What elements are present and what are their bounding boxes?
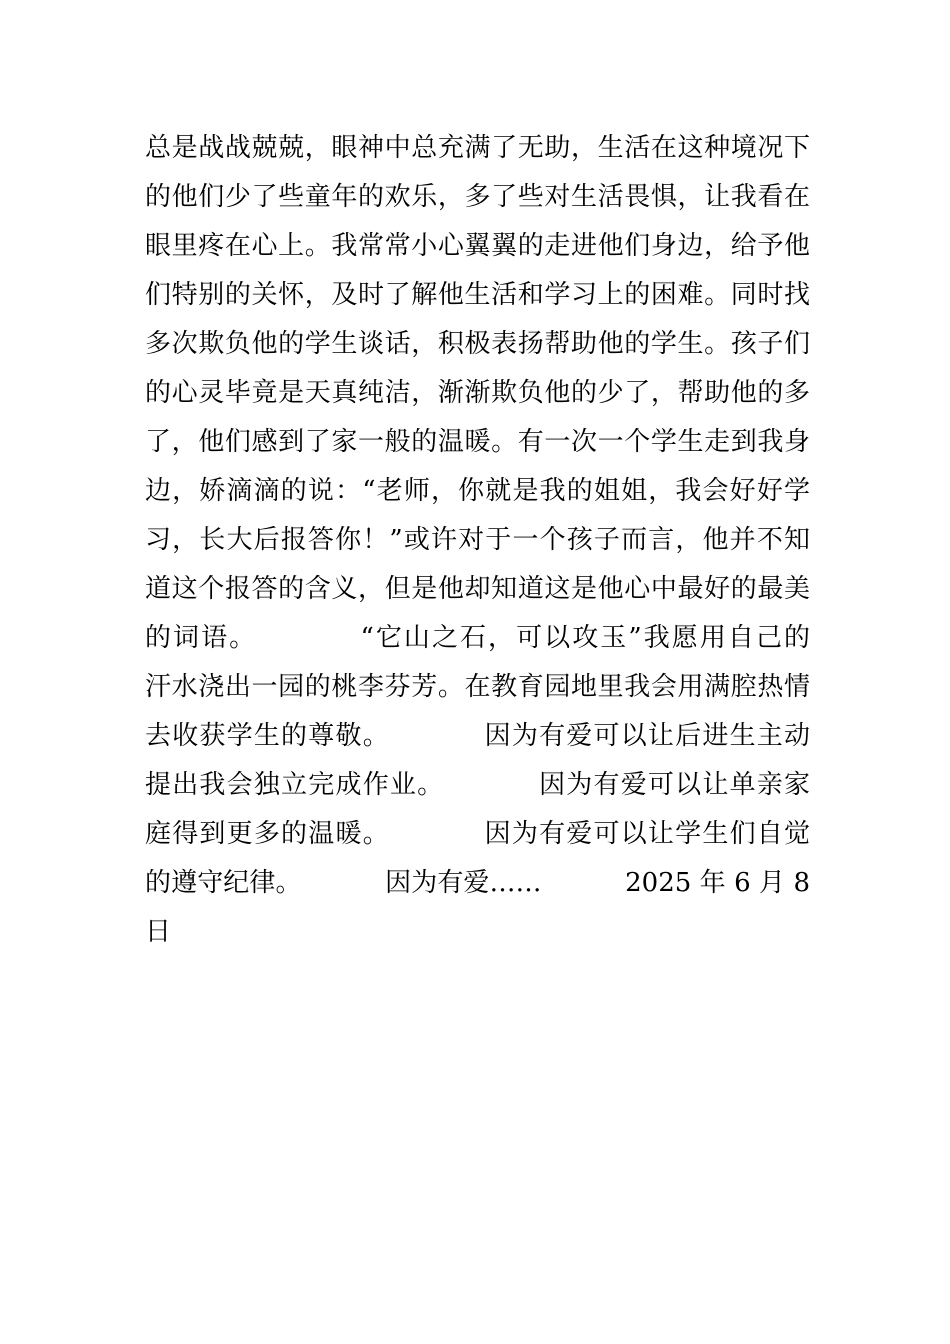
text-line: 汗水浇出一园的桃李芬芳。在教育园地里我会用满腔热情	[145, 672, 810, 702]
text-line: 的心灵毕竟是天真纯洁，渐渐欺负他的少了，帮助他的多	[145, 378, 810, 408]
text-line: 提出我会独立完成作业。 因为有爱可以让单亲家	[145, 770, 810, 800]
text-line: 了，他们感到了家一般的温暖。有一次一个学生走到我身	[145, 427, 810, 457]
text-line: 眼里疼在心上。我常常小心翼翼的走进他们身边，给予他	[145, 231, 810, 261]
text-line: 庭得到更多的温暖。 因为有爱可以让学生们自觉	[145, 819, 810, 849]
text-line: 的词语。 “它山之石，可以攻玉”我愿用自己的	[145, 623, 810, 653]
text-line: 习，长大后报答你！”或许对于一个孩子而言，他并不知	[145, 525, 810, 555]
text-line: 的遵守纪律。 因为有爱…… 2025 年 6 月 8	[145, 868, 810, 898]
text-line: 道这个报答的含义，但是他却知道这是他心中最好的最美	[145, 574, 810, 604]
body-text	[145, 124, 810, 957]
text-line: 去收获学生的尊敬。 因为有爱可以让后进生主动	[145, 721, 810, 751]
text-line: 总是战战兢兢，眼神中总充满了无助，生活在这种境况下	[145, 133, 810, 163]
text-line: 们特别的关怀，及时了解他生活和学习上的困难。同时找	[145, 280, 810, 310]
text-line: 边，娇滴滴的说：“老师，你就是我的姐姐，我会好好学	[145, 476, 810, 506]
text-line: 日	[145, 917, 172, 947]
text-line: 的他们少了些童年的欢乐，多了些对生活畏惧，让我看在	[145, 182, 810, 212]
text-line: 多次欺负他的学生谈话，积极表扬帮助他的学生。孩子们	[145, 329, 810, 359]
